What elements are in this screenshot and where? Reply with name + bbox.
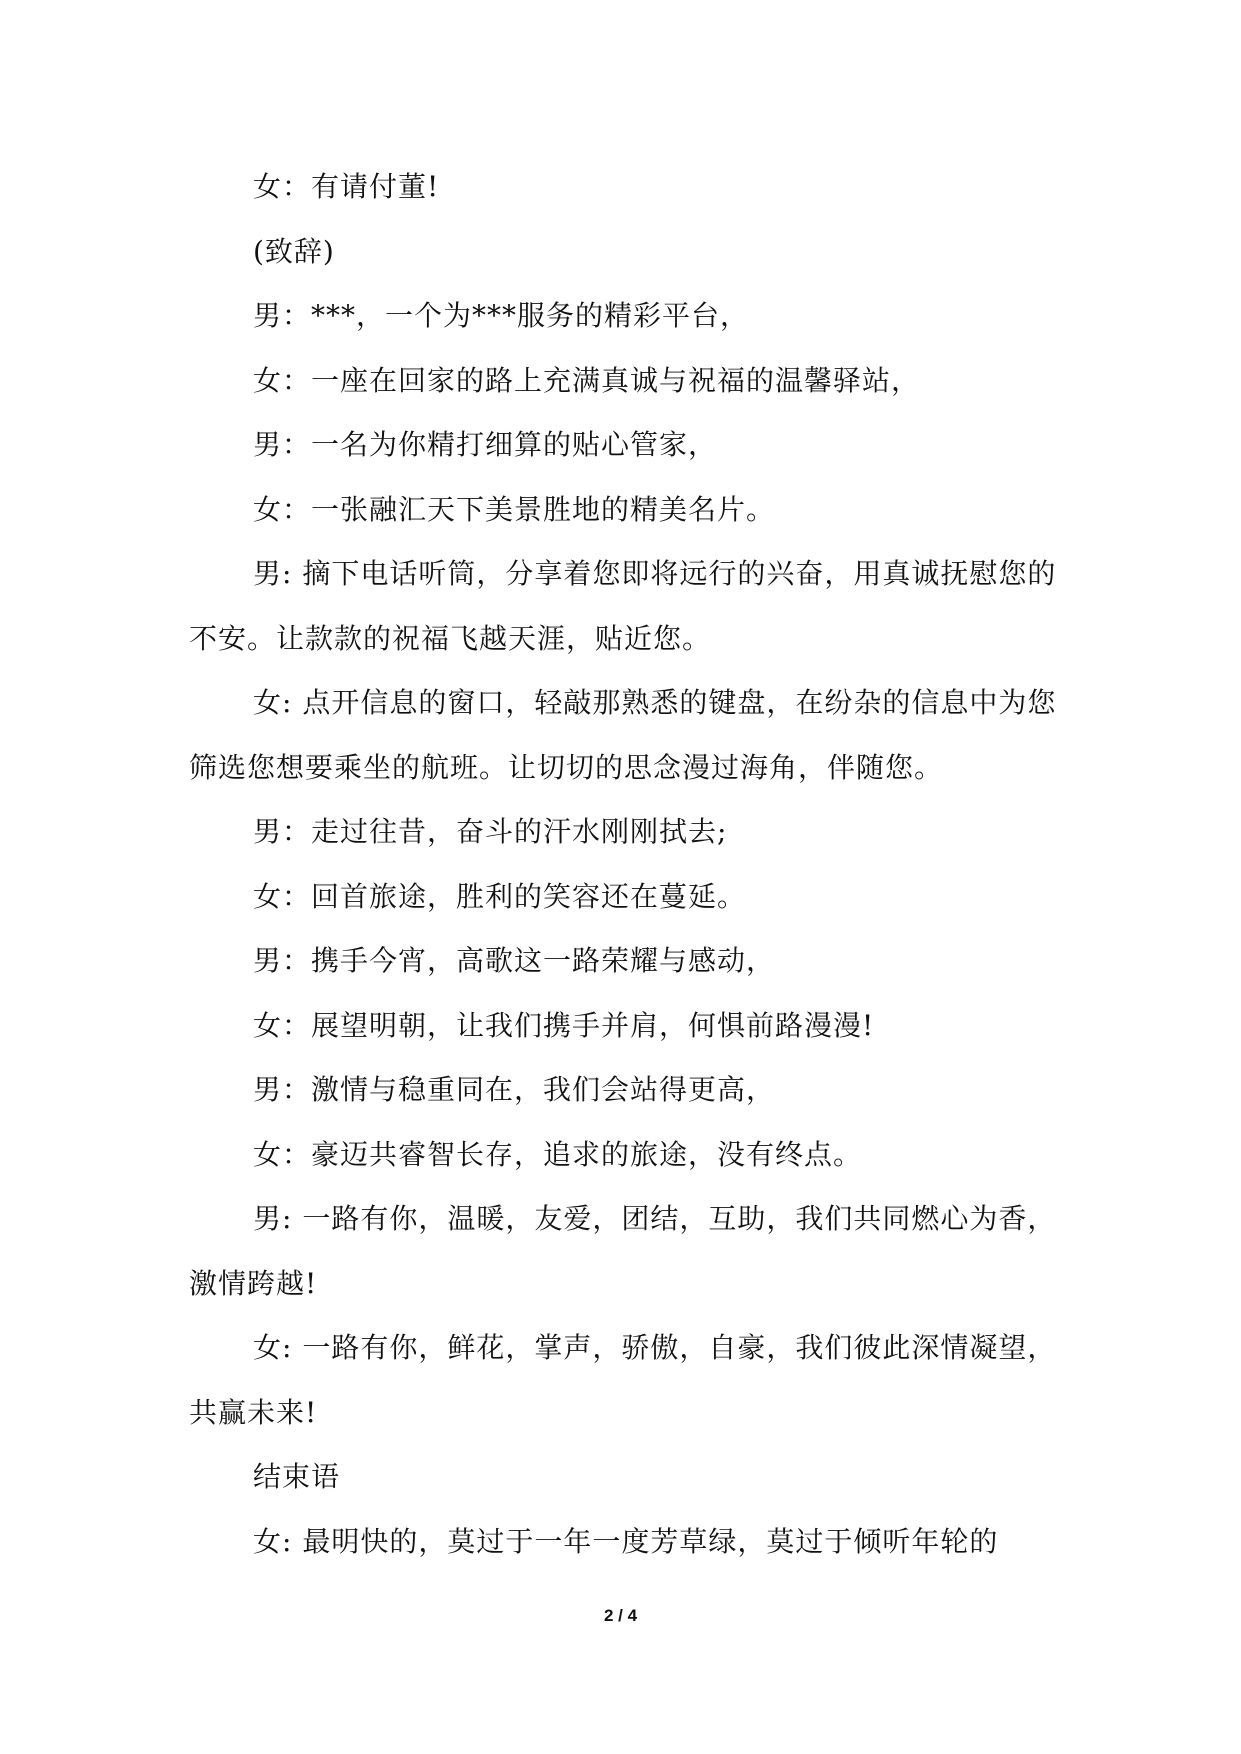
paragraph: 男：***，一个为***服务的精彩平台， (253, 299, 750, 332)
paragraph: 女：一张融汇天下美景胜地的精美名片。 (253, 492, 776, 526)
document-body (189, 155, 1069, 1574)
paragraph: (致辞) (253, 234, 335, 268)
paragraph: 男: 一路有你，温暖，友爱，团结，互助，我们共同燃心为香，激情跨越! (189, 1202, 1057, 1300)
paragraph: 男：激情与稳重同在，我们会站得更高， (253, 1073, 776, 1106)
paragraph: 女: 一路有你，鲜花，掌声，骄傲，自豪，我们彼此深情凝望，共赢未来! (189, 1331, 1057, 1429)
paragraph: 男: 摘下电话听筒，分享着您即将远行的兴奋，用真诚抚慰您的不安。让款款的祝福飞越天涯，贴近您。 (189, 557, 1057, 655)
paragraph: 男：携手今宵，高歌这一路荣耀与感动， (253, 944, 776, 977)
paragraph: 女: 点开信息的窗口，轻敲那熟悉的键盘，在纷杂的信息中为您筛选您想要乘坐的航班。让切切的思念漫过海角，伴随您。 (189, 686, 1057, 784)
paragraph: 女：有请付董! (253, 170, 440, 203)
paragraph: 女: 最明快的，莫过于一年一度芳草绿，莫过于倾听年轮的 (253, 1524, 999, 1558)
paragraph: 男：一名为你精打细算的贴心管家， (253, 428, 718, 461)
page-number: 2 / 4 (603, 1606, 638, 1625)
paragraph: 女：豪迈共睿智长存，追求的旅途，没有终点。 (253, 1137, 863, 1171)
section-heading: 结束语 (253, 1460, 341, 1493)
paragraph: 女：展望明朝，让我们携手并肩，何惧前路漫漫! (253, 1008, 875, 1042)
paragraph: 男：走过往昔，奋斗的汗水刚刚拭去; (253, 815, 728, 848)
paragraph: 女：回首旅途，胜利的笑容还在蔓延。 (253, 879, 747, 913)
paragraph: 女：一座在回家的路上充满真诚与祝福的温馨驿站， (253, 363, 921, 397)
